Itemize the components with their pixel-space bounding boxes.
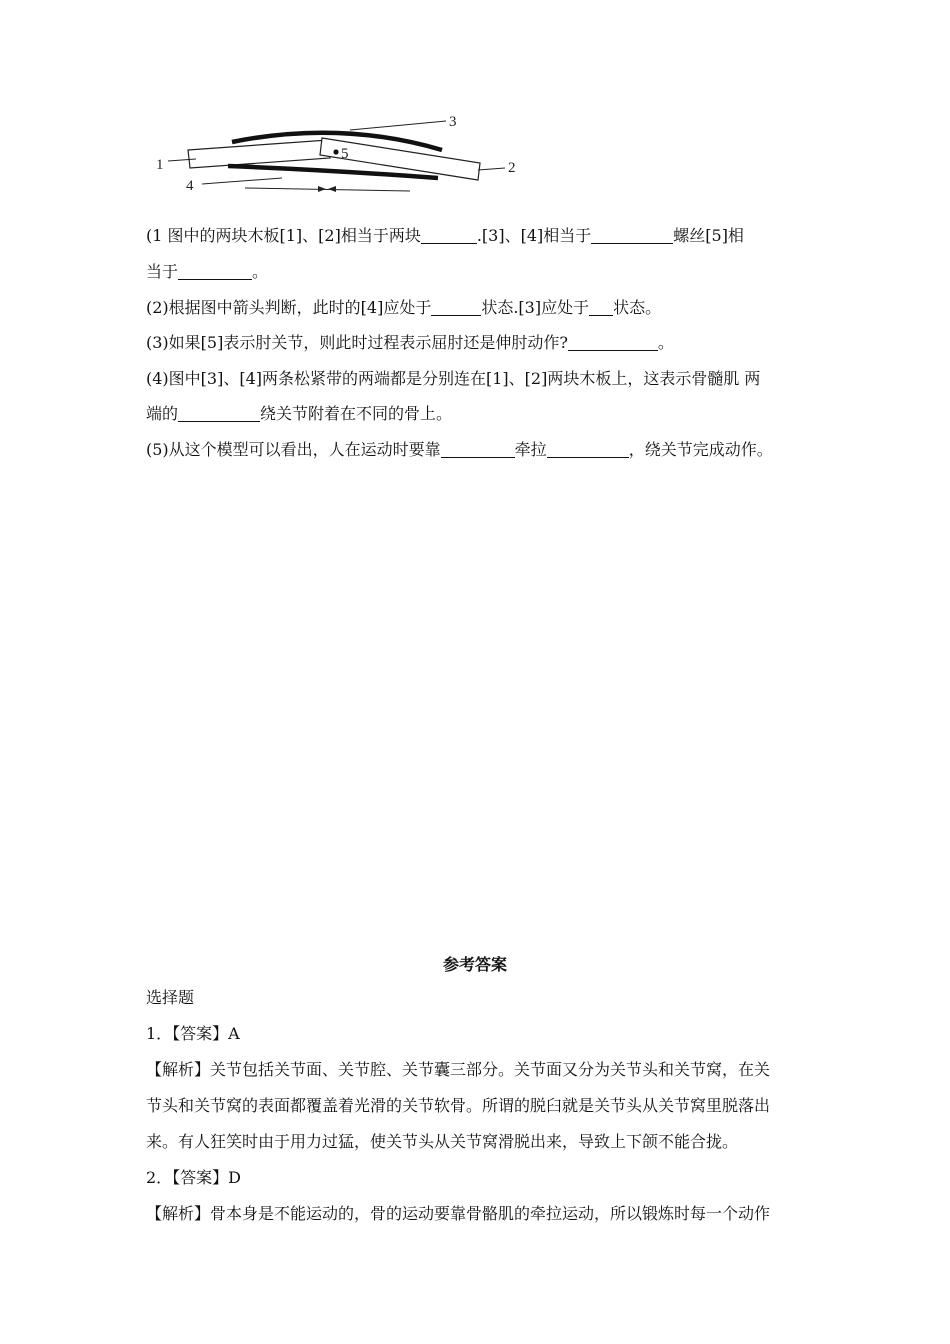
q3-blank-1 bbox=[568, 334, 658, 351]
label-5: 5 bbox=[341, 146, 349, 162]
leader-2 bbox=[478, 168, 505, 170]
q5-text-a: (5)从这个模型可以看出，人在运动时要靠 bbox=[146, 440, 441, 459]
answer-1-analysis-line-3: 来。有人狂笑时由于用力过猛，使关节头从关节窝滑脱出来，导致上下颌不能合拢。 bbox=[146, 1132, 739, 1151]
q2-text-a: (2)根据图中箭头判断，此时的[4]应处于 bbox=[146, 298, 432, 317]
q1-text-a: (1 图中的两块木板[1]、[2]相当于两块 bbox=[146, 226, 421, 245]
arrow-head bbox=[318, 186, 326, 192]
q1-text-c: 螺丝[5]相 bbox=[673, 226, 744, 245]
q1-text-e: 。 bbox=[252, 262, 269, 281]
arrow-head-2 bbox=[328, 186, 336, 192]
q2-text-c: 状态。 bbox=[613, 298, 662, 317]
answer-1-analysis-line-2: 节头和关节窝的表面都覆盖着光滑的关节软骨。所谓的脱臼就是关节头从关节窝里脱落出 bbox=[146, 1096, 771, 1115]
question-5 bbox=[146, 440, 773, 460]
screw-5 bbox=[333, 149, 338, 154]
answer-2: 2．【答案】D bbox=[146, 1168, 242, 1187]
answers-section-label: 选择题 bbox=[146, 988, 195, 1007]
answers-title: 参考答案 bbox=[442, 955, 507, 974]
q5-text-c: ，绕关节完成动作。 bbox=[628, 440, 773, 459]
question-1-line-2 bbox=[146, 262, 268, 282]
question-4-line-2 bbox=[146, 404, 452, 424]
q1-blank-2 bbox=[591, 227, 673, 244]
question-3 bbox=[146, 333, 674, 353]
q2-blank-1 bbox=[431, 299, 481, 316]
label-2: 2 bbox=[508, 160, 516, 176]
label-4: 4 bbox=[186, 178, 194, 194]
q3-text-b: 。 bbox=[657, 333, 674, 352]
q5-blank-2 bbox=[547, 441, 629, 458]
q4-blank-1 bbox=[178, 405, 260, 422]
q1-blank-3 bbox=[178, 263, 252, 280]
label-1: 1 bbox=[156, 157, 164, 173]
leader-4 bbox=[202, 178, 282, 184]
answer-1-analysis-line-1: 【解析】关节包括关节面、关节腔、关节囊三部分。关节面又分为关节头和关节窝，在关 bbox=[146, 1060, 771, 1079]
arrow-line bbox=[245, 188, 410, 191]
q1-text-b: .[3]、[4]相当于 bbox=[476, 226, 592, 245]
q1-blank-1 bbox=[421, 227, 477, 244]
question-4-line-1 bbox=[146, 369, 760, 389]
q4-text-a: (4)图中[3]、[4]两条松紧带的两端都是分别连在[1]、[2]两块木板上，这表示骨髓肌 两 bbox=[146, 369, 761, 388]
q5-blank-1 bbox=[441, 441, 515, 458]
q2-blank-2 bbox=[589, 299, 613, 316]
q4-text-c: 绕关节附着在不同的骨上。 bbox=[260, 404, 453, 423]
question-1-line-1 bbox=[146, 226, 744, 246]
q4-text-b: 端的 bbox=[146, 404, 179, 423]
joint-model-diagram bbox=[150, 108, 530, 200]
label-3: 3 bbox=[449, 114, 457, 130]
leader-3 bbox=[350, 121, 446, 130]
q1-text-d: 当于 bbox=[146, 262, 179, 281]
question-2 bbox=[146, 298, 661, 318]
q3-text-a: (3)如果[5]表示肘关节，则此时过程表示屈肘还是伸肘动作? bbox=[146, 333, 568, 352]
answer-2-analysis-line-1: 【解析】骨本身是不能运动的，骨的运动要靠骨骼肌的牵拉运动，所以锻炼时每一个动作 bbox=[146, 1204, 771, 1223]
q2-text-b: 状态.[3]应处于 bbox=[481, 298, 590, 317]
answer-1: 1．【答案】A bbox=[146, 1024, 240, 1043]
board-1 bbox=[188, 140, 330, 168]
q5-text-b: 牵拉 bbox=[514, 440, 547, 459]
